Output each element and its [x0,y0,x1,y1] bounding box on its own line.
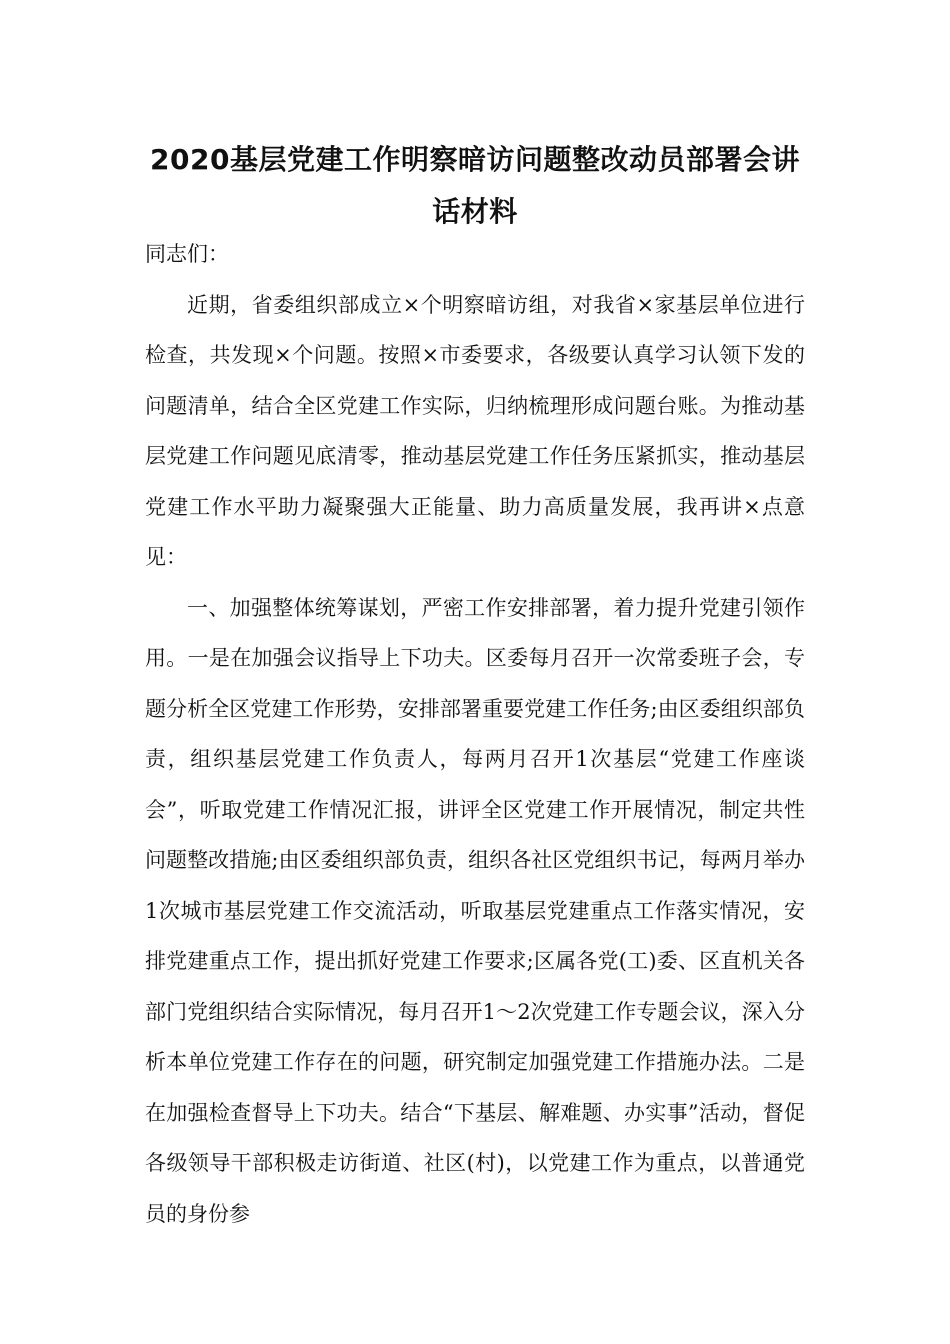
paragraph-intro: 近期，省委组织部成立×个明察暗访组，对我省×家基层单位进行检查，共发现×个问题。按照×市委要求，各级要认真学习认领下发的问题清单，结合全区党建工作实际，归纳梳理形成问题台账。为推动基层党建工作问题见底清零，推动基层党建工作任务压紧抓实，推动基层党建工作水平助力凝聚强大正能量、助力高质量发展，我再讲×点意见： [145,292,805,569]
paragraph-section-one: 一、加强整体统筹谋划，严密工作安排部署，着力提升党建引领作用。一是在加强会议指导上下功夫。区委每月召开一次常委班子会，专题分析全区党建工作形势，安排部署重要党建工作任务;由区委组织部负责，组织基层党建工作负责人，每两月召开1次基层“党建工作座谈会”，听取党建工作情况汇报，讲评全区党建工作开展情况，制定共性问题整改措施;由区委组织部负责，组织各社区党组织书记，每两月举办1次城市基层党建工作交流活动，听取基层党建重点工作落实情况，安排党建重点工作，提出抓好党建工作要求;区属各党(工)委、区直机关各部门党组织结合实际情况，每月召开1～2次党建工作专题会议，深入分析本单位党建工作存在的问题，研究制定加强党建工作措施办法。二是在加强检查督导上下功夫。结合“下基层、解难题、办实事”活动，督促各级领导干部积极走访街道、社区(村)，以党建工作为重点，以普通党员的身份参 [145,595,805,1226]
document-body [145,229,805,1239]
document-title: 2020基层党建工作明察暗访问题整改动员部署会讲话材料 [150,143,800,228]
salutation: 同志们： [145,242,229,266]
